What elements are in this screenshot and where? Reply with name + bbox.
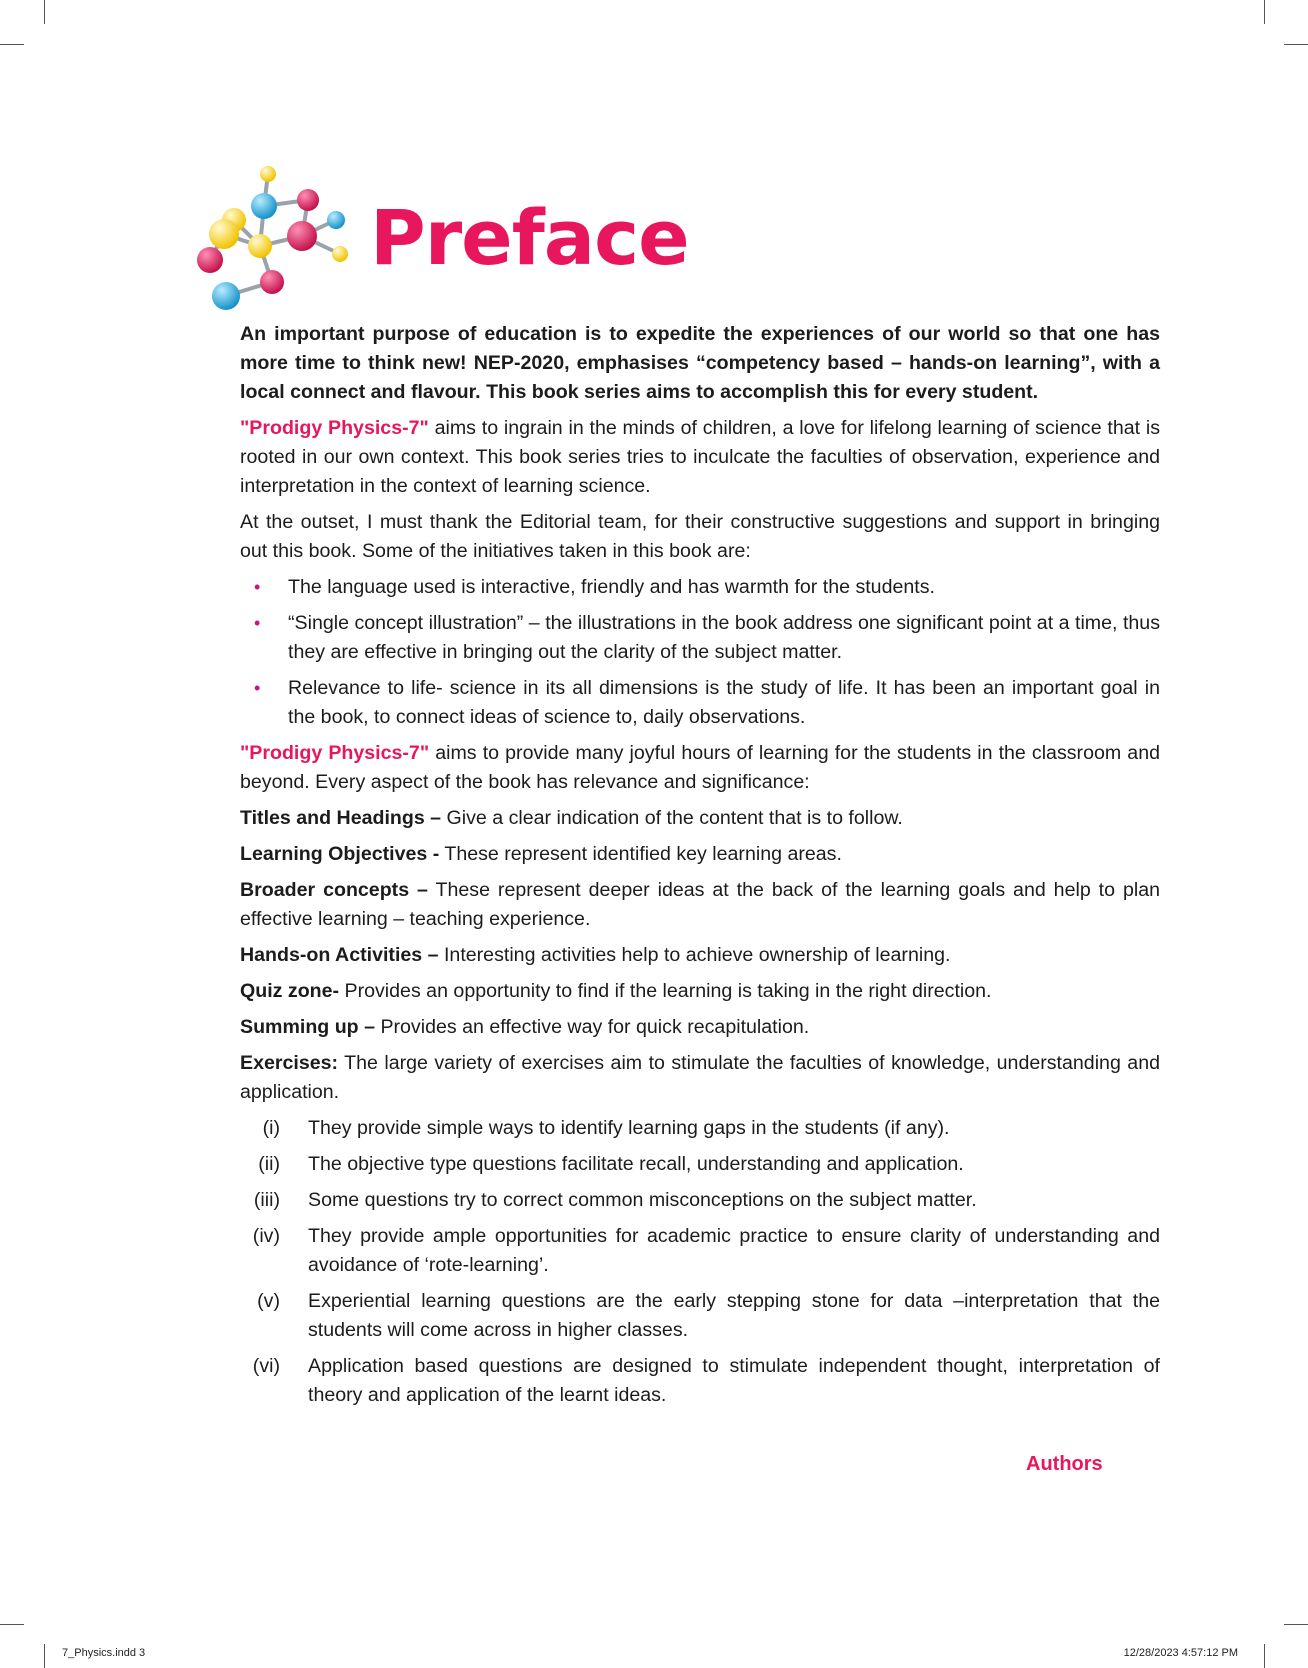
feature-item (240, 876, 1160, 934)
item-number: (iv) (252, 1225, 280, 1247)
list-item (240, 1222, 1160, 1280)
list-item-text: The objective type questions facilitate recall, understanding and application. (308, 1153, 964, 1175)
book-title: "Prodigy Physics-7" (240, 742, 430, 764)
feature-item (240, 804, 1160, 833)
paragraph (240, 414, 1160, 501)
list-item-text: “Single concept illustration” – the illustrations in the book address one significant point at a time, thus they are effective in bringing out the clarity of the subject matter. (288, 612, 1160, 663)
crop-mark (1284, 1624, 1308, 1625)
feature-text: Interesting activities help to achieve ownership of learning. (438, 944, 951, 966)
list-item-text: Experiential learning questions are the early stepping stone for data –interpretation that the students will come across in higher classes. (308, 1290, 1160, 1341)
feature-item (240, 1049, 1160, 1107)
feature-label: Titles and Headings – (240, 807, 442, 829)
feature-text: These represent deeper ideas at the back of the learning goals and help to plan effective learning – teaching experience. (240, 879, 1160, 930)
feature-item (240, 840, 1160, 869)
paragraph-text: aims to ingrain in the minds of children, a love for lifelong learning of science that is rooted in our own context. This book series tries to inculcate the faculties of observation, experience and interpretation in the context of learning science. (240, 417, 1160, 497)
paragraph (240, 739, 1160, 797)
item-number: (i) (262, 1117, 280, 1139)
preface-body (240, 320, 1160, 1417)
bullet-icon: • (254, 613, 261, 633)
item-number: (ii) (258, 1153, 280, 1175)
feature-label: Summing up – (240, 1016, 375, 1038)
list-item-text: Application based questions are designed to stimulate independent thought, interpretation of theory and application of the learnt ideas. (308, 1355, 1160, 1406)
feature-text: Provides an opportunity to find if the learning is taking in the right direction. (339, 980, 992, 1002)
bullet-icon: • (254, 577, 261, 597)
crop-mark (1264, 1644, 1265, 1668)
initiatives-list (240, 573, 1160, 732)
feature-text: The large variety of exercises aim to stimulate the faculties of knowledge, understanding and application. (240, 1052, 1160, 1103)
list-item (240, 573, 1160, 602)
crop-mark (44, 1644, 45, 1668)
paragraph: At the outset, I must thank the Editorial team, for their constructive suggestions and support in bringing out this book. Some of the initiatives taken in this book are: (240, 511, 1160, 562)
feature-label: Hands-on Activities – (240, 944, 439, 966)
list-item (240, 1352, 1160, 1410)
crop-mark (44, 0, 45, 24)
item-number: (iii) (253, 1189, 280, 1211)
paragraph-text: aims to provide many joyful hours of learning for the students in the classroom and beyond. Every aspect of the book has relevance and significance: (240, 742, 1160, 793)
feature-text: These represent identified key learning areas. (439, 843, 842, 865)
list-item-text: They provide ample opportunities for academic practice to ensure clarity of understanding and avoidance of ‘rote-learning’. (308, 1225, 1160, 1276)
feature-label: Learning Objectives - (240, 843, 440, 865)
list-item-text: They provide simple ways to identify learning gaps in the students (if any). (308, 1117, 950, 1139)
list-item-text: Some questions try to correct common misconceptions on the subject matter. (308, 1189, 977, 1211)
list-item (240, 1287, 1160, 1345)
crop-mark (1284, 44, 1308, 45)
slug-timestamp: 12/28/2023 4:57:12 PM (1123, 1647, 1238, 1659)
feature-label: Exercises: (240, 1052, 339, 1074)
feature-label: Broader concepts – (240, 879, 428, 901)
list-item (240, 674, 1160, 732)
list-item (240, 1150, 1160, 1179)
crop-mark (1264, 0, 1265, 24)
feature-text: Give a clear indication of the content that is to follow. (441, 807, 903, 829)
slug-filename: 7_Physics.indd 3 (62, 1647, 146, 1659)
signoff: Authors (1026, 1453, 1103, 1475)
molecule-icon (190, 160, 370, 320)
crop-mark (0, 1624, 24, 1625)
list-item (240, 1186, 1160, 1215)
list-item (240, 1114, 1160, 1143)
page-title: Preface (370, 193, 689, 282)
feature-label: Quiz zone- (240, 980, 340, 1002)
feature-item (240, 1013, 1160, 1042)
feature-text: Provides an effective way for quick recapitulation. (375, 1016, 810, 1038)
book-title: "Prodigy Physics-7" (240, 417, 429, 439)
feature-item (240, 977, 1160, 1006)
item-number: (v) (257, 1290, 280, 1312)
crop-mark (0, 44, 24, 45)
item-number: (vi) (252, 1355, 280, 1377)
list-item-text: Relevance to life- science in its all dimensions is the study of life. It has been an important goal in the book, to connect ideas of science to, daily observations. (288, 677, 1160, 728)
exercise-points-list (240, 1114, 1160, 1410)
bullet-icon: • (254, 678, 261, 698)
list-item (240, 609, 1160, 667)
intro-paragraph: An important purpose of education is to expedite the experiences of our world so that one has more time to think new! NEP-2020, emphasises “competency based – hands-on learning”, with a local connect and flavour. This book series aims to accomplish this for every student. (240, 323, 1160, 403)
list-item-text: The language used is interactive, friendly and has warmth for the students. (288, 576, 935, 598)
feature-item (240, 941, 1160, 970)
